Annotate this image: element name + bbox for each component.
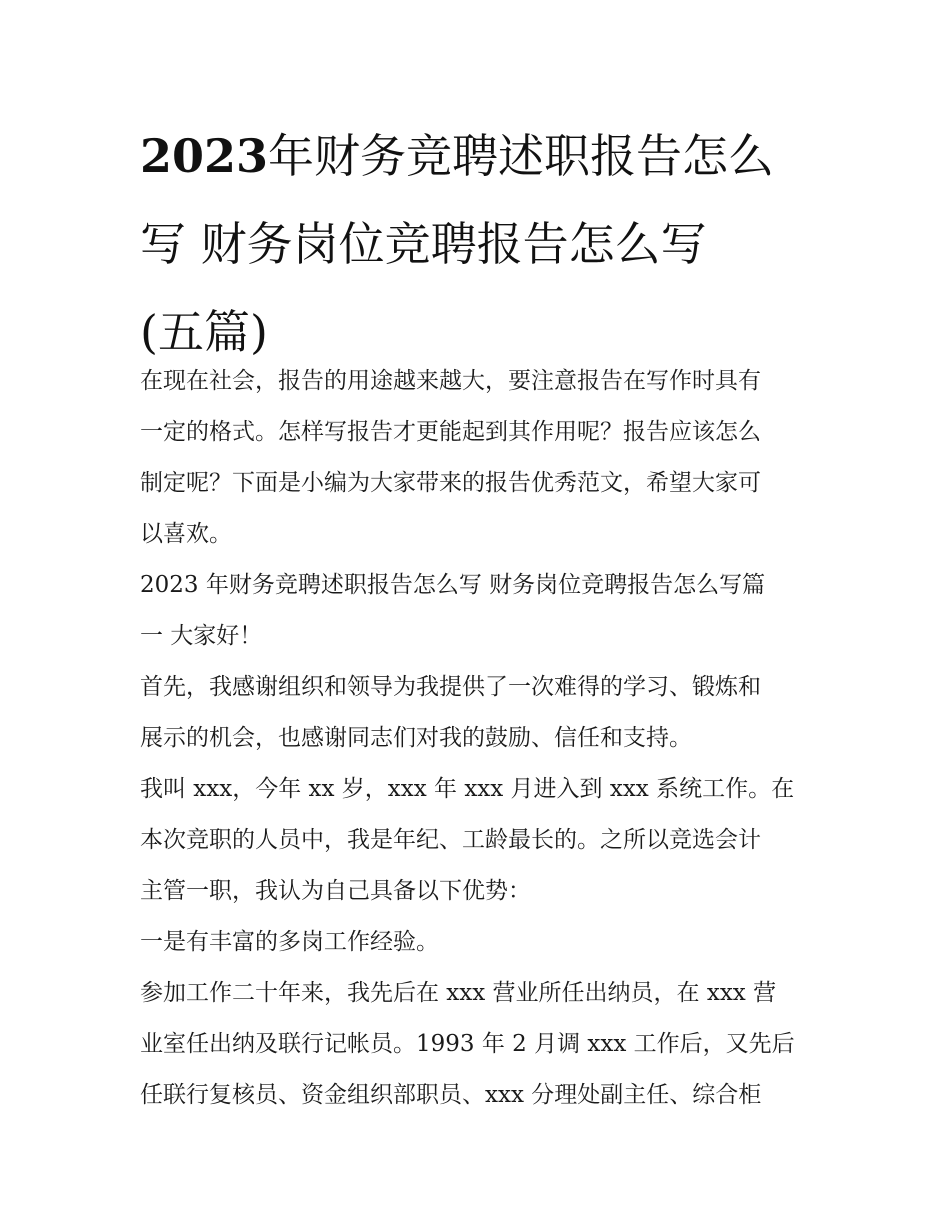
body-line: 以喜欢。	[140, 521, 232, 547]
body-line: 制定呢？下面是小编为大家带来的报告优秀范文，希望大家可	[140, 470, 761, 496]
title-line-1	[140, 112, 820, 200]
title-line-3: (五篇)	[140, 305, 268, 359]
title-year: 2023	[140, 129, 269, 183]
body-line: 一是有丰富的多岗工作经验。	[140, 929, 439, 955]
body-line: 任联行复核员、资金组织部职员、xxx 分理处副主任、综合柜	[140, 1082, 762, 1108]
body-line: 主管一职，我认为自己具备以下优势：	[140, 878, 531, 904]
body-line: 展示的机会，也感谢同志们对我的鼓励、信任和支持。	[140, 725, 692, 751]
body-line: 一 大家好！	[140, 623, 263, 649]
body-line: 参加工作二十年来，我先后在 xxx 营业所任出纳员，在 xxx 营	[140, 980, 777, 1006]
body-line: 我叫 xxx，今年 xx 岁，xxx 年 xxx 月进入到 xxx 系统工作。在	[140, 776, 795, 802]
title-line-2: 写 财务岗位竞聘报告怎么写	[140, 217, 707, 271]
body-line: 2023 年财务竞聘述职报告怎么写 财务岗位竞聘报告怎么写篇	[140, 572, 766, 598]
document-title	[140, 112, 820, 376]
body-line: 首先，我感谢组织和领导为我提供了一次难得的学习、锻炼和	[140, 674, 761, 700]
body-line: 一定的格式。怎样写报告才更能起到其作用呢？报告应该怎么	[140, 419, 761, 445]
title-line-1-text: 年财务竞聘述职报告怎么	[268, 129, 775, 183]
body-line: 本次竞职的人员中，我是年纪、工龄最长的。之所以竞选会计	[140, 827, 761, 853]
document-body	[140, 356, 820, 1121]
body-line: 业室任出纳及联行记帐员。1993 年 2 月调 xxx 工作后，又先后	[140, 1031, 795, 1057]
body-line: 在现在社会，报告的用途越来越大，要注意报告在写作时具有	[140, 368, 761, 394]
